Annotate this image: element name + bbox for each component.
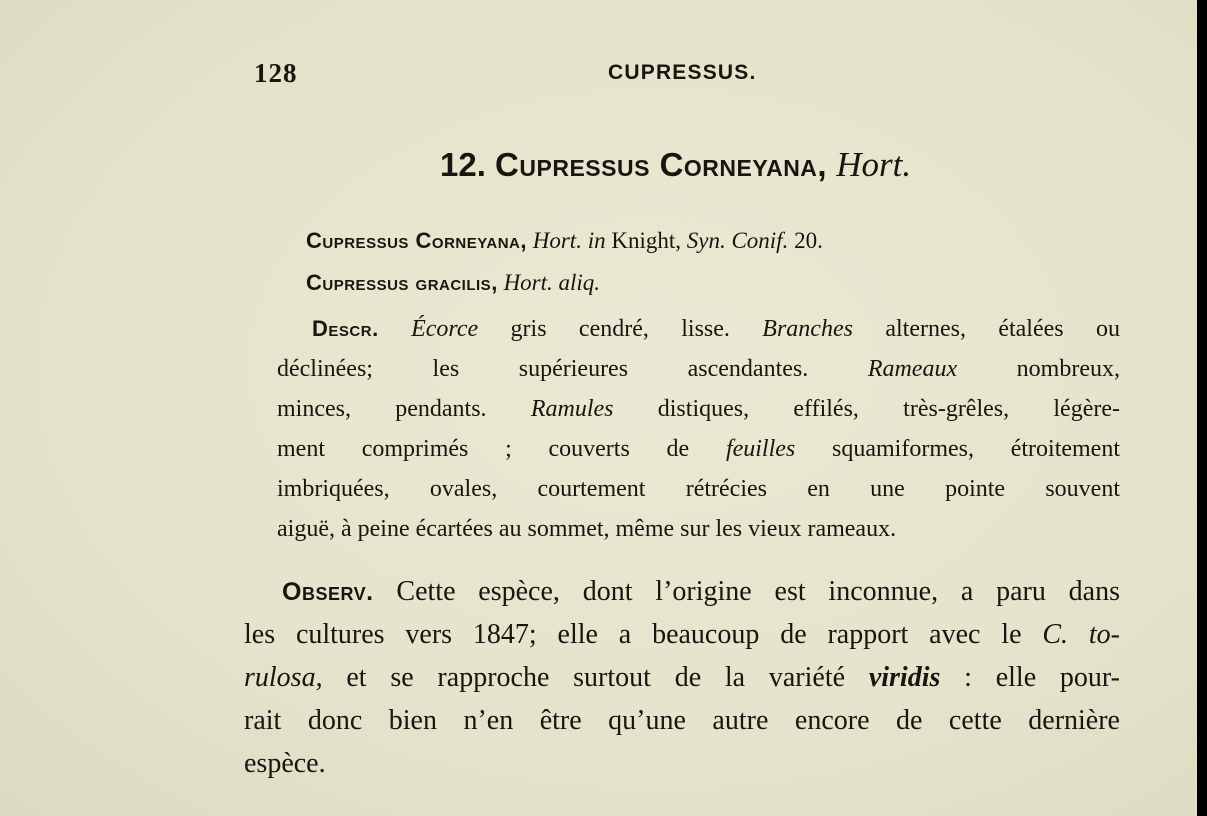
synonym-ref: Knight, [611, 228, 681, 253]
text-line: espèce. [244, 748, 326, 779]
species-name: Cupressus Corneyana, [495, 146, 828, 183]
scan-edge [1197, 0, 1207, 816]
text-line: rulosa, et se rapproche surtout de la variété viridis : elle pour- [244, 662, 1120, 693]
text-line: Descr. Écorce gris cendré, lisse. Branches alternes, étalées ou [312, 316, 1120, 342]
text-line: déclinées; les supérieures ascendantes. Rameaux nombreux, [277, 356, 1120, 382]
synonym-page: 20. [794, 228, 823, 253]
text-line: rait donc bien n’en être qu’une autre encore de cette dernière [244, 705, 1120, 736]
species-number: 12. [440, 146, 486, 183]
description-label: Descr. [312, 316, 379, 341]
page-number: 128 [254, 58, 298, 88]
synonym-line [306, 228, 823, 254]
text-line: ment comprimés ; couverts de feuilles squamiformes, étroitement [277, 436, 1120, 462]
synonym-work: Syn. Conif. [686, 228, 789, 253]
synonym-name: Cupressus gracilis, [306, 270, 498, 295]
text-line: imbriquées, ovales, courtement rétrécies en une pointe souvent [277, 476, 1120, 502]
text-line: minces, pendants. Ramules distiques, effilés, très-grêles, légère- [277, 396, 1120, 422]
text-line: Observ. Cette espèce, dont l’origine est inconnue, a paru dans [282, 576, 1120, 607]
text-line: aiguë, à peine écartées au sommet, même sur les vieux rameaux. [277, 516, 897, 542]
running-head: CUPRESSUS. [608, 61, 757, 84]
synonym-line [306, 270, 600, 296]
synonym-author: Hort. [532, 228, 582, 253]
species-heading [440, 145, 911, 185]
observation-label: Observ. [282, 578, 374, 606]
species-author: Hort. [836, 145, 912, 184]
synonym-author: Hort. aliq. [503, 270, 601, 295]
synonym-in: in [587, 228, 606, 253]
synonym-name: Cupressus Corneyana, [306, 228, 527, 253]
text-line: les cultures vers 1847; elle a beaucoup de rapport avec le C. to- [244, 619, 1120, 650]
